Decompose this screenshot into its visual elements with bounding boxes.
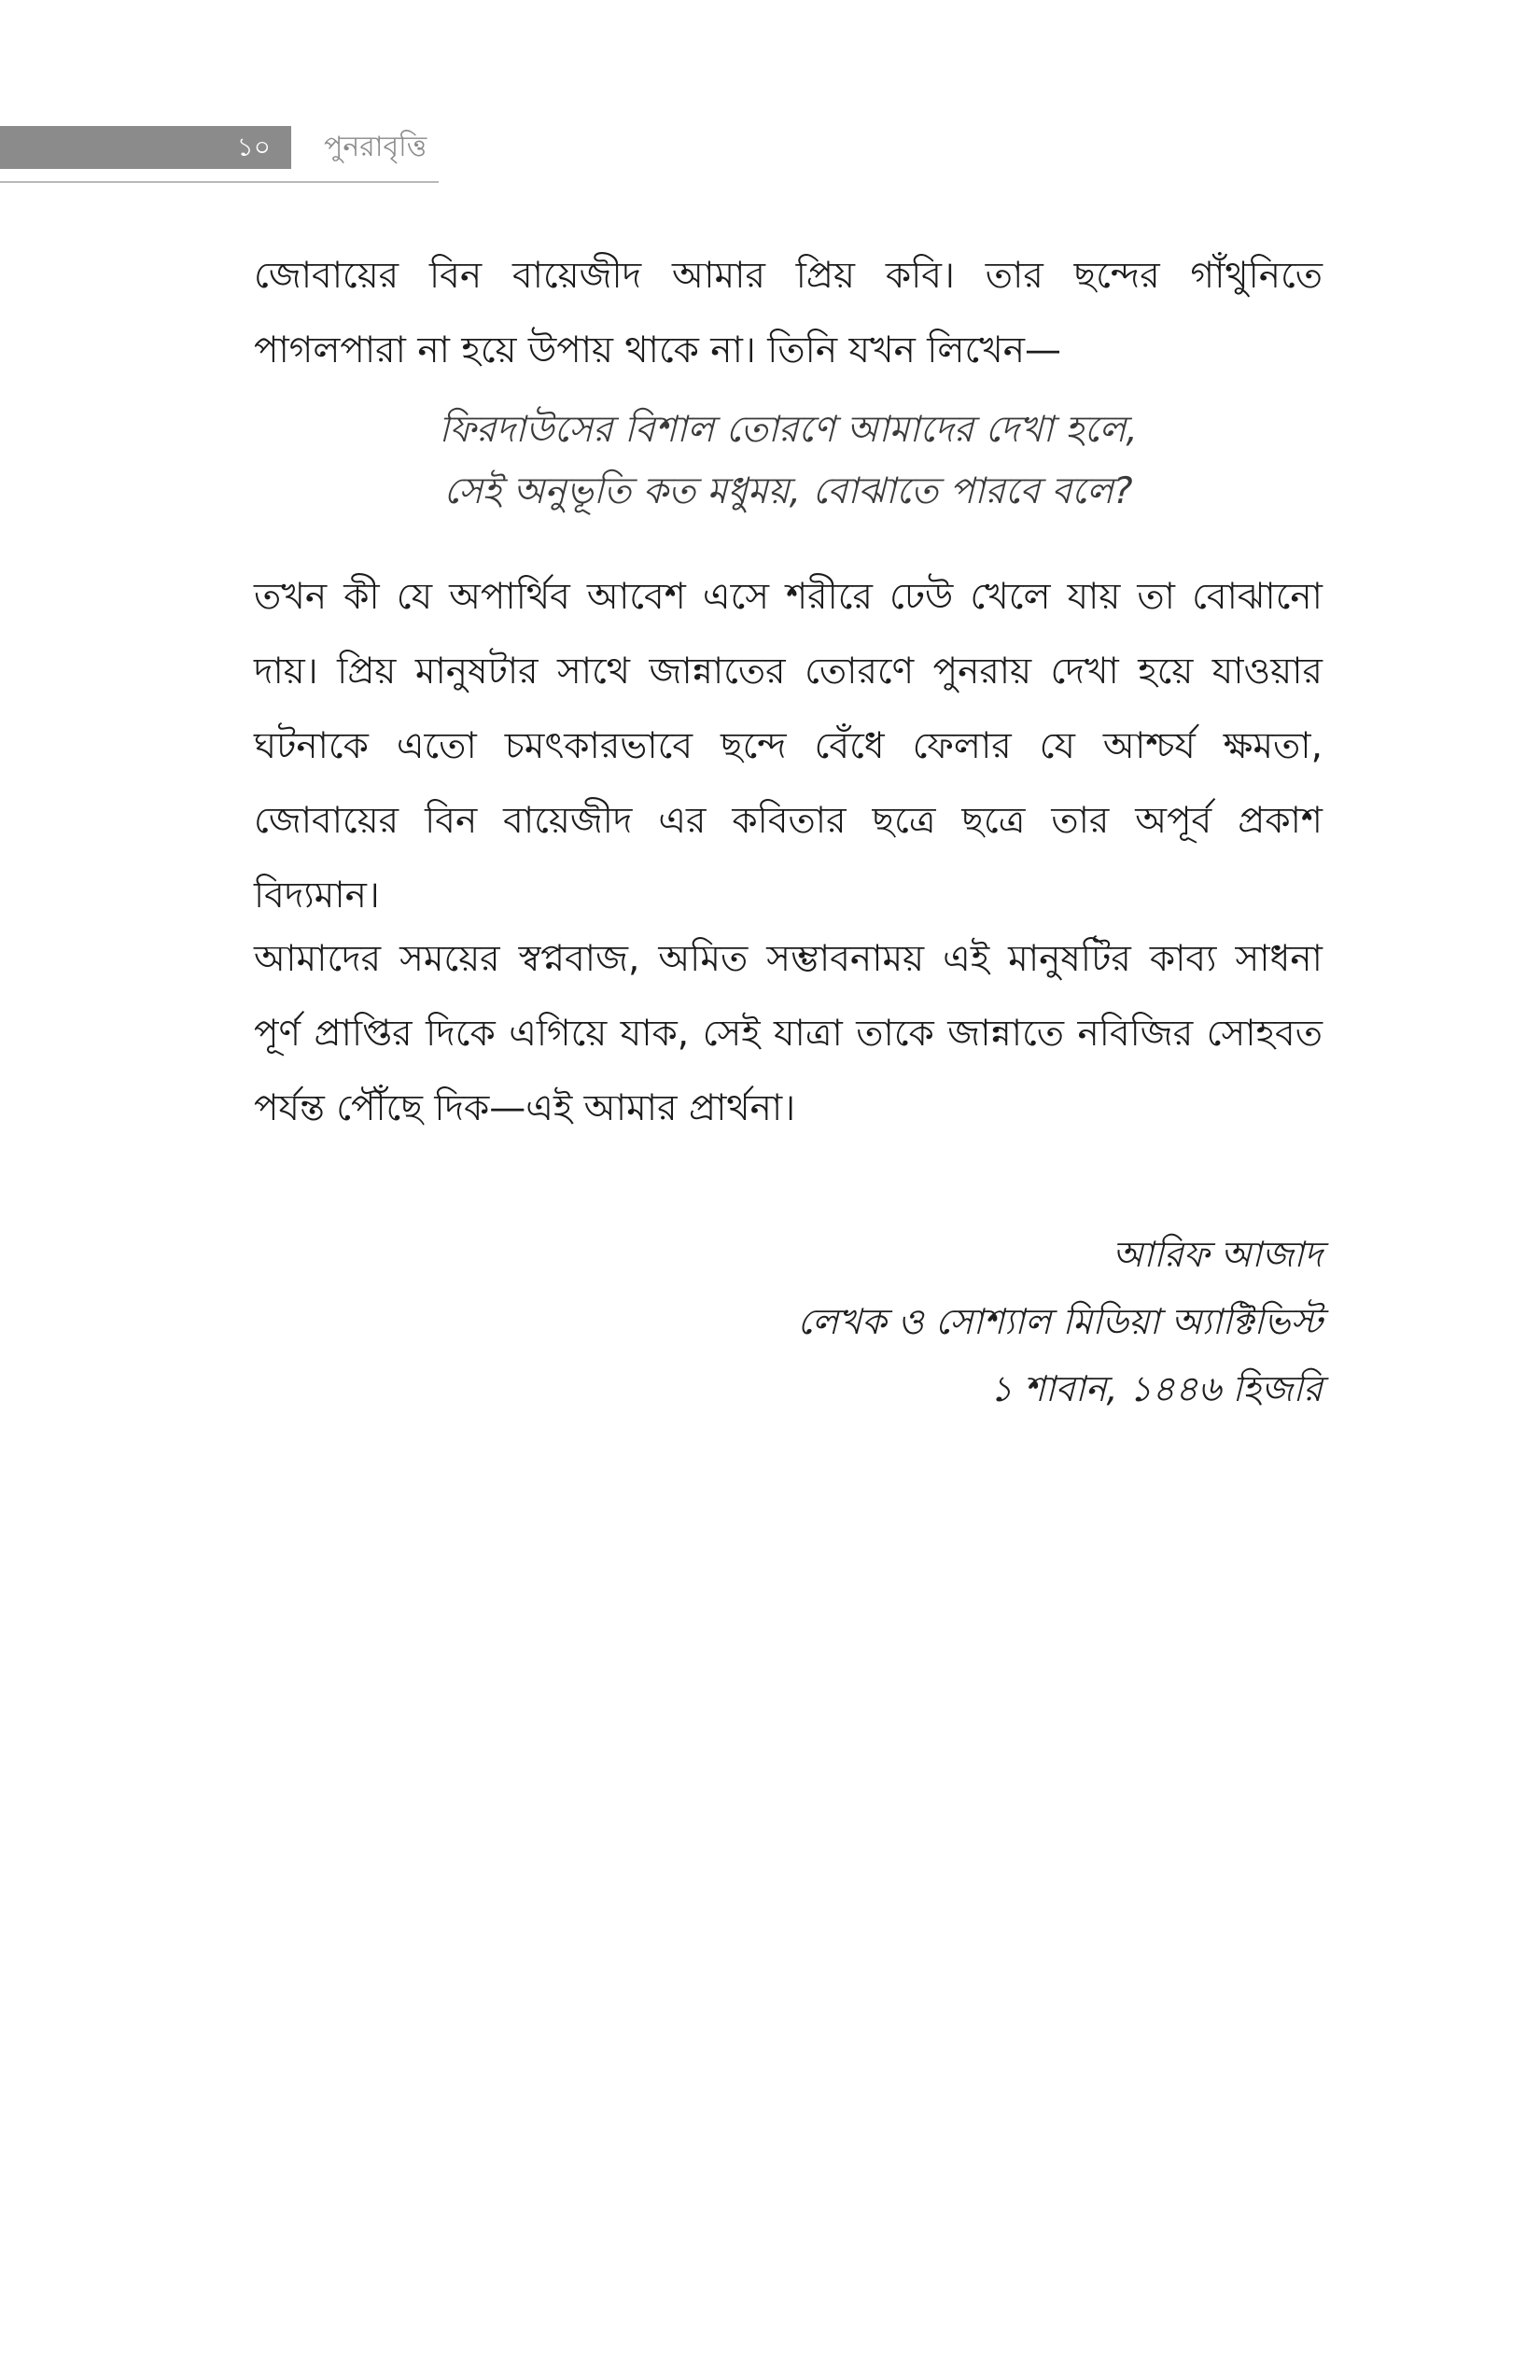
verse-quote bbox=[254, 399, 1323, 523]
header-divider bbox=[0, 181, 439, 183]
running-header-title: পুনরাবৃত্তি bbox=[324, 131, 427, 163]
author-name: আরিফ আজাদ bbox=[1112, 1234, 1323, 1275]
verse-line: ফিরদাউসের বিশাল তোরণে আমাদের দেখা হলে, bbox=[439, 409, 1138, 451]
page-number: ১০ bbox=[236, 132, 271, 162]
verse-line: সেই অনুভূতি কত মধুময়, বোঝাতে পারবে বলে? bbox=[443, 470, 1133, 512]
signature-date: ১ শাবান, ১৪৪৬ হিজরি bbox=[989, 1368, 1323, 1409]
paragraph-intro: জোবায়ের বিন বায়েজীদ আমার প্রিয় কবি। তার ছন্দের গাঁথুনিতে পাগলপারা না হয়ে উপায় থাকে না। তিনি যখন লিখেন— bbox=[254, 255, 1323, 371]
signature-block bbox=[797, 1221, 1323, 1422]
page-number-bar bbox=[0, 126, 291, 169]
author-role: লেখক ও সোশ্যাল মিডিয়া অ্যাক্টিভিস্ট bbox=[797, 1301, 1323, 1342]
paragraph-praise: তখন কী যে অপার্থিব আবেশ এসে শরীরে ঢেউ খেলে যায় তা বোঝানো দায়। প্রিয় মানুষটার সাথে জান্নাতের তোরণে পুনরায় দেখা হয়ে যাওয়ার ঘটনাকে এতো চমৎকারভাবে ছন্দে বেঁধে ফেলার যে আশ্চর্য ক্ষমতা, জোবায়ের বিন বায়েজীদ এর কবিতার ছত্রে ছত্রে তার অপূর্ব প্রকাশ বিদ্যমান। bbox=[254, 576, 1323, 917]
paragraph-prayer: আমাদের সময়ের স্বপ্নবাজ, অমিত সম্ভাবনাময় এই মানুষটির কাব্য সাধনা পূর্ণ প্রাপ্তির দিকে এগিয়ে যাক, সেই যাত্রা তাকে জান্নাতে নবিজির সোহবত পর্যন্ত পৌঁছে দিক—এই আমার প্রার্থনা। bbox=[254, 938, 1323, 1129]
